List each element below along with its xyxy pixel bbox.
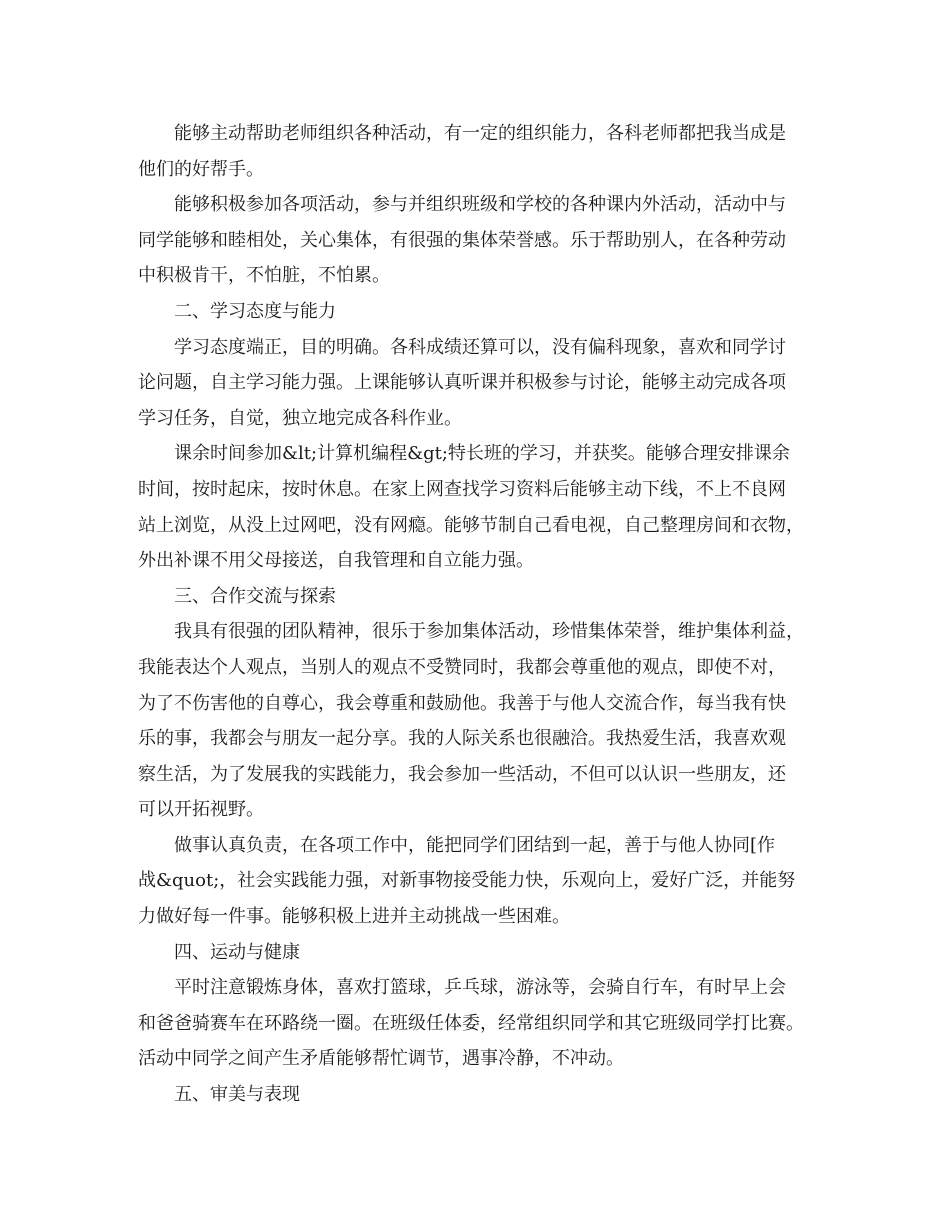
text-line: 三、合作交流与探索	[174, 585, 336, 607]
text-line: 察生活，为了发展我的实践能力，我会参加一些活动，不但可以认识一些朋友，还	[138, 763, 786, 785]
body-paragraph	[138, 187, 830, 294]
text-line: 活动中同学之间产生矛盾能够帮忙调节，遇事冷静，不冲动。	[138, 1048, 624, 1070]
text-line: 中积极肯干，不怕脏，不怕累。	[138, 265, 390, 287]
text-line: 为了不伤害他的自尊心，我会尊重和鼓励他。我善于与他人交流合作，每当我有快	[138, 692, 786, 714]
body-paragraph	[138, 970, 830, 1077]
section-heading	[138, 1077, 830, 1113]
text-line: 二、学习态度与能力	[174, 300, 336, 322]
section-heading	[138, 935, 830, 971]
text-line: 平时注意锻炼身体，喜欢打篮球，乒乓球，游泳等，会骑自行车，有时早上会	[174, 977, 786, 999]
body-paragraph	[138, 614, 830, 828]
text-line: 课余时间参加&lt;计算机编程&gt;特长班的学习，并获奖。能够合理安排课余	[174, 443, 790, 465]
text-line: 战&quot;，社会实践能力强，对新事物接受能力快，乐观向上，爱好广泛，并能努	[138, 870, 796, 892]
text-line: 他们的好帮手。	[138, 158, 264, 180]
section-heading	[138, 579, 830, 615]
body-paragraph	[138, 828, 830, 935]
text-line: 论问题，自主学习能力强。上课能够认真听课并积极参与讨论，能够主动完成各项	[138, 372, 786, 394]
text-line: 我能表达个人观点，当别人的观点不受赞同时，我都会尊重他的观点，即使不对，	[138, 656, 786, 678]
text-line: 学习态度端正，目的明确。各科成绩还算可以，没有偏科现象，喜欢和同学讨	[174, 336, 786, 358]
text-line: 能够主动帮助老师组织各种活动，有一定的组织能力，各科老师都把我当成是	[174, 123, 786, 144]
text-line: 时间，按时起床，按时休息。在家上网查找学习资料后能够主动下线，不上不良网	[138, 478, 786, 500]
body-paragraph	[138, 436, 830, 578]
text-line: 做事认真负责，在各项工作中，能把同学们团结到一起，善于与他人协同[作	[174, 834, 776, 856]
text-line: 可以开拓视野。	[138, 799, 264, 821]
text-line: 站上浏览，从没上过网吧，没有网瘾。能够节制自己看电视，自己整理房间和衣物，	[138, 514, 804, 536]
text-line: 我具有很强的团队精神，很乐于参加集体活动，珍惜集体荣誉，维护集体利益，	[174, 621, 804, 643]
document-body	[138, 116, 830, 1113]
text-line: 学习任务，自觉，独立地完成各科作业。	[138, 407, 462, 429]
body-paragraph	[138, 330, 830, 437]
section-heading	[138, 294, 830, 330]
text-line: 五、审美与表现	[174, 1084, 300, 1106]
text-line: 同学能够和睦相处，关心集体，有很强的集体荣誉感。乐于帮助别人，在各种劳动	[138, 229, 786, 251]
text-line: 能够积极参加各项活动，参与并组织班级和学校的各种课内外活动，活动中与	[174, 194, 786, 216]
text-line: 力做好每一件事。能够积极上进并主动挑战一些困难。	[138, 906, 570, 928]
text-line: 四、运动与健康	[174, 941, 300, 963]
text-line: 外出补课不用父母接送，自我管理和自立能力强。	[138, 550, 534, 572]
body-paragraph	[138, 116, 830, 187]
text-line: 乐的事，我都会与朋友一起分享。我的人际关系也很融洽。我热爱生活，我喜欢观	[138, 728, 786, 750]
text-line: 和爸爸骑赛车在环路绕一圈。在班级任体委，经常组织同学和其它班级同学打比赛。	[138, 1012, 804, 1034]
